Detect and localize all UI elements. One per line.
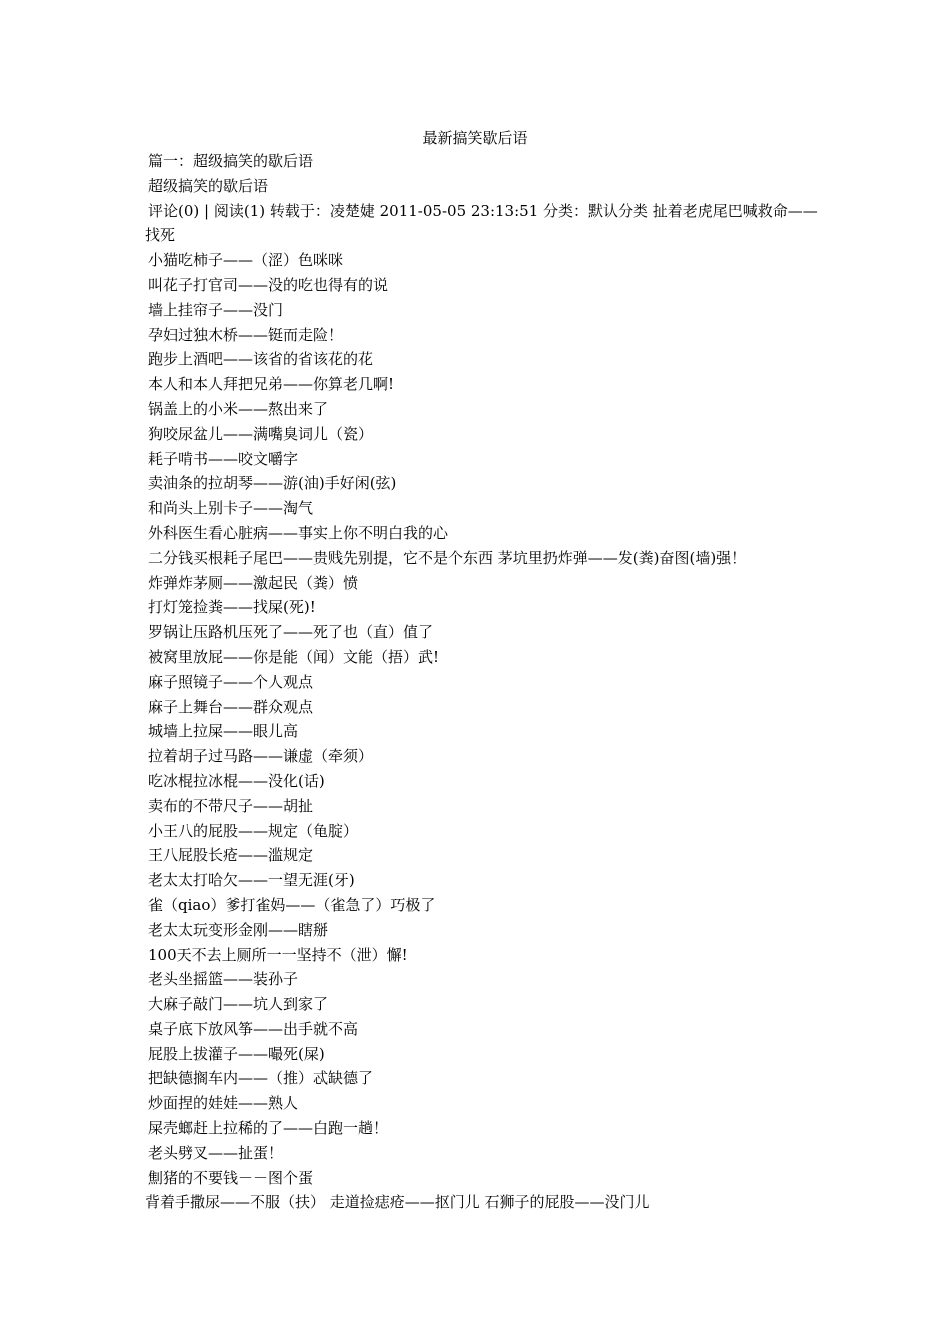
text-line: 老太太玩变形金刚——瞎掰 bbox=[148, 920, 329, 939]
text-line: 吃冰棍拉冰棍——没化(话) bbox=[148, 771, 325, 790]
text-line: 外科医生看心脏病——事实上你不明白我的心 bbox=[148, 523, 449, 542]
document-body bbox=[145, 149, 825, 1215]
text-line: 墙上挂帘子——没门 bbox=[148, 300, 284, 319]
text-line: 背着手撒尿——不服（扶） 走道捡痣疮——抠门儿 石狮子的屁股——没门儿 bbox=[145, 1193, 650, 1212]
text-line: 小王八的屁股——规定（龟腚） bbox=[148, 821, 359, 840]
text-line: 小猫吃柿子——（涩）色咪咪 bbox=[148, 251, 344, 270]
text-line: 卖油条的拉胡琴——游(油)手好闲(弦) bbox=[148, 474, 397, 493]
text-line: 狗咬尿盆儿——满嘴臭词儿（瓷） bbox=[148, 424, 374, 443]
text-line: 评论(0) | 阅读(1) 转载于：凌楚婕 2011-05-05 23:13:51 分类：默认分类 扯着老虎尾巴喊救命——找死 bbox=[145, 201, 818, 245]
text-line: 把缺德搁车内——（推）忒缺德了 bbox=[148, 1069, 374, 1088]
text-line: 老太太打哈欠——一望无涯(牙) bbox=[148, 871, 355, 890]
text-line: 罗锅让压路机压死了——死了也（直）值了 bbox=[148, 623, 434, 642]
text-line: 拉着胡子过马路——谦虚（牵须） bbox=[148, 747, 374, 766]
text-line: 超级搞笑的歇后语 bbox=[148, 176, 269, 195]
text-line: 炒面捏的娃娃——熟人 bbox=[148, 1094, 299, 1113]
text-line: 炸弹炸茅厕——激起民（粪）愤 bbox=[148, 573, 359, 592]
text-line: 跑步上酒吧——该省的省该花的花 bbox=[148, 350, 374, 369]
text-line: 老头劈叉——扯蛋！ bbox=[148, 1143, 284, 1162]
text-line: 桌子底下放风筝——出手就不高 bbox=[148, 1019, 359, 1038]
text-line: 二分钱买根耗子尾巴——贵贱先别提，它不是个东西 茅坑里扔炸弹——发(粪)奋图(墙)强！ bbox=[148, 548, 747, 567]
document-title: 最新搞笑歇后语 bbox=[422, 129, 528, 147]
text-line: 锅盖上的小米——熬出来了 bbox=[148, 399, 329, 418]
text-line: 老头坐摇篮——装孙子 bbox=[148, 970, 299, 989]
text-line: 大麻子敲门——坑人到家了 bbox=[148, 995, 329, 1014]
text-line: 卖布的不带尺子——胡扯 bbox=[148, 796, 314, 815]
text-line: 劁猪的不要钱－－图个蛋 bbox=[148, 1168, 314, 1187]
text-line: 王八屁股长疮——滥规定 bbox=[148, 846, 314, 865]
text-line: 打灯笼捡粪——找屎(死)! bbox=[148, 598, 316, 617]
text-line: 雀（qiao）爹打雀妈——（雀急了）巧极了 bbox=[148, 895, 436, 914]
text-line: 屎壳螂赶上拉稀的了——白跑一趟！ bbox=[148, 1119, 389, 1138]
text-line: 叫花子打官司——没的吃也得有的说 bbox=[148, 275, 389, 294]
text-line: 麻子照镜子——个人观点 bbox=[148, 672, 314, 691]
text-line: 被窝里放屁——你是能（闻）文能（捂）武! bbox=[148, 647, 440, 666]
text-line: 孕妇过独木桥——铤而走险！ bbox=[148, 325, 344, 344]
text-line: 100天不去上厕所一一坚持不（泄）懈! bbox=[148, 945, 408, 964]
text-line: 城墙上拉屎——眼儿高 bbox=[148, 722, 299, 741]
text-line: 篇一：超级搞笑的歇后语 bbox=[148, 152, 314, 170]
text-line: 耗子啃书——咬文嚼字 bbox=[148, 449, 299, 468]
text-line: 本人和本人拜把兄弟——你算老几啊! bbox=[148, 375, 395, 394]
text-line: 麻子上舞台——群众观点 bbox=[148, 697, 314, 716]
text-line: 和尚头上别卡子——淘气 bbox=[148, 499, 314, 518]
text-line: 屁股上拔灌子——嘬死(屎) bbox=[148, 1044, 325, 1063]
